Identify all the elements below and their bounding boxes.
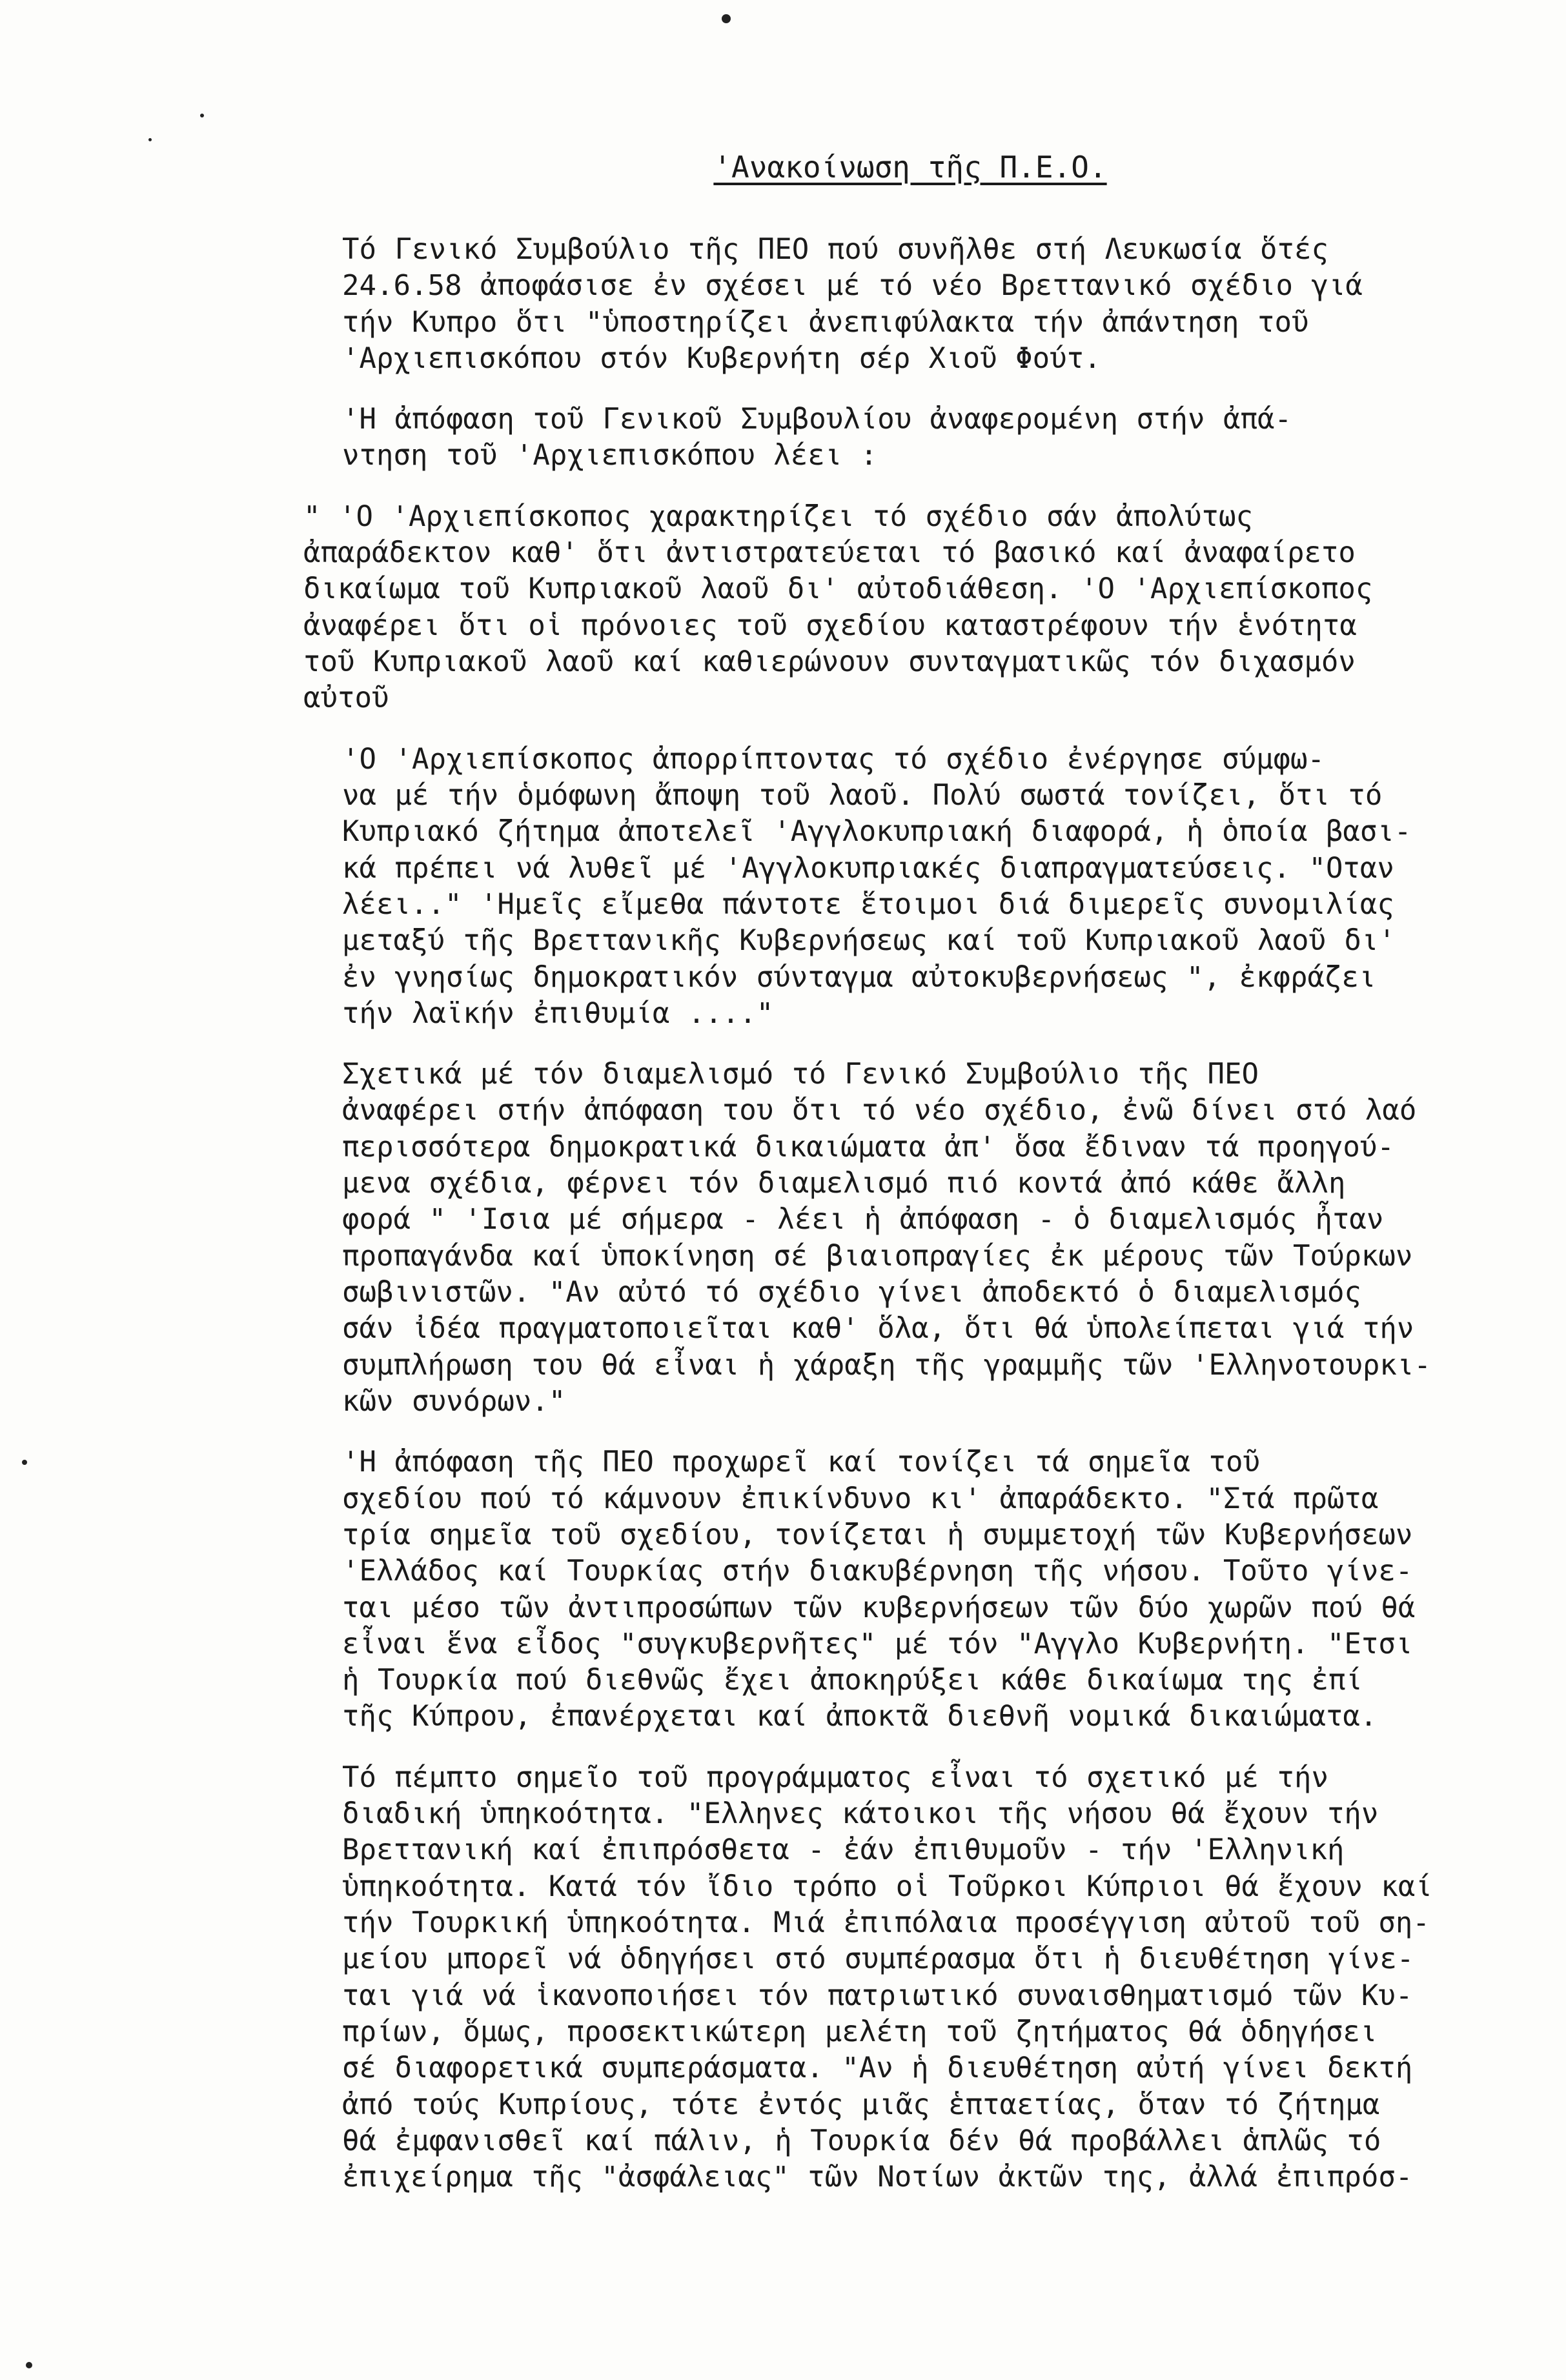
paragraph-4 [239,741,1504,1033]
text-line: αὐτοῦ [303,681,389,715]
text-line: εἶναι ἕνα εἶδος "συγκυβερνῆτες" μέ τόν "Αγγλο Κυβερνήτη. "Ετσι [342,1627,1413,1660]
text-line: ἐν γνησίως δημοκρατικόν σύνταγμα αὐτοκυβερνήσεως ", ἐκφράζει [342,960,1376,994]
document-body [239,148,1504,2221]
text-line: Κυπριακό ζήτημα ἀποτελεῖ 'Αγγλοκυπριακή διαφορά, ἡ ὁποία βασι- [342,815,1412,849]
text-line: προπαγάνδα καί ὑποκίνηση σέ βιαιοπραγίες ἐκ μέρους τῶν Τούρκων [342,1239,1413,1273]
scan-speck [22,1460,27,1465]
text-line: σέ διαφορετικά συμπεράσματα. "Αν ἡ διευθέτηση αὐτή γίνει δεκτή [342,2052,1413,2085]
text-line: τρία σημεῖα τοῦ σχεδίου, τονίζεται ἡ συμμετοχή τῶν Κυβερνήσεων [342,1518,1413,1551]
paragraph-6 [239,1444,1504,1735]
text-line: ὑπηκοότητα. Κατά τόν ἴδιο τρόπο οἱ Τοῦρκοι Κύπριοι θά ἔχουν καί [342,1870,1432,1903]
page-title: 'Ανακοίνωση τῆς Π.Ε.Ο. [713,150,1107,185]
text-line: Τό Γενικό Συμβούλιο τῆς ΠΕΟ πού συνῆλθε στή Λευκωσία ὅτές [342,232,1328,266]
text-line: τῆς Κύπρου, ἐπανέρχεται καί ἀποκτᾶ διεθνῆ νομικά δικαιώματα. [342,1700,1378,1733]
text-line: τήν Τουρκική ὑπηκοότητα. Μιά ἐπιπόλαια προσέγγιση αὐτοῦ τοῦ ση- [342,1906,1430,1939]
text-line: δικαίωμα τοῦ Κυπριακοῦ λαοῦ δι' αὐτοδιάθεση. 'Ο 'Αρχιεπίσκοπος [303,572,1373,606]
text-line: κῶν συνόρων." [342,1384,566,1418]
text-line: 'Ο 'Αρχιεπίσκοπος ἀπορρίπτοντας τό σχέδιο ἐνέργησε σύμφω- [342,742,1325,776]
text-line: περισσότερα δημοκρατικά δικαιώματα ἀπ' ὅσα ἔδιναν τά προηγού- [342,1130,1394,1164]
text-line: Τό πέμπτο σημεῖο τοῦ προγράμματος εἶναι τό σχετικό μέ τήν [342,1760,1328,1794]
text-line: φορά " 'Ισια μέ σήμερα - λέει ἡ ἀπόφαση - ὁ διαμελισμός ἦταν [342,1203,1384,1236]
text-line: 'Αρχιεπισκόπου στόν Κυβερνήτη σέρ Χιοῦ Φούτ. [342,341,1101,375]
text-line: " 'Ο 'Αρχιεπίσκοπος χαρακτηρίζει τό σχέδιο σάν ἀπολύτως [303,499,1253,533]
text-line: θά ἐμφανισθεῖ καί πάλιν, ἡ Τουρκία δέν θά προβάλλει ἁπλῶς τό [342,2124,1381,2157]
scan-speck [26,2362,32,2368]
text-line: 24.6.58 ἀποφάσισε ἐν σχέσει μέ τό νέο Βρεττανικό σχέδιο γιά [342,269,1363,303]
paragraph-5 [239,1056,1504,1420]
text-line: ἀναφέρει ὅτι οἱ πρόνοιες τοῦ σχεδίου καταστρέφουν τήν ἑνότητα [303,609,1357,642]
text-line: ἀπό τούς Κυπρίους, τότε ἐντός μιᾶς ἑπταετίας, ὅταν τό ζήτημα [342,2088,1380,2121]
text-line: ἀναφέρει στήν ἀπόφαση του ὅτι τό νέο σχέδιο, ἐνῶ δίνει στό λαό [342,1094,1417,1127]
text-line: ται γιά νά ἱκανοποιήσει τόν πατριωτικό συναισθηματισμό τῶν Κυ- [342,1979,1413,2012]
text-line: ἡ Τουρκία πού διεθνῶς ἔχει ἀποκηρύξει κάθε δικαίωμα της ἐπί [342,1664,1363,1697]
paragraph-2 [239,401,1504,474]
paragraph-1 [239,232,1504,377]
text-line: συμπλήρωση του θά εἶναι ἡ χάραξη τῆς γραμμῆς τῶν 'Ελληνοτουρκι- [342,1348,1431,1382]
text-line: Σχετικά μέ τόν διαμελισμό τό Γενικό Συμβούλιο τῆς ΠΕΟ [342,1058,1259,1091]
text-line: ντηση τοῦ 'Αρχιεπισκόπου λέει : [342,439,878,472]
text-line: πρίων, ὅμως, προσεκτικώτερη μελέτη τοῦ ζητήματος θά ὁδηγήσει [342,2015,1378,2048]
text-line: τήν Κυπρο ὅτι "ὑποστηρίζει ἀνεπιφύλακτα τήν ἀπάντηση τοῦ [342,305,1309,339]
text-line: να μέ τήν ὁμόφωνη ἄποψη τοῦ λαοῦ. Πολύ σωστά τονίζει, ὅτι τό [342,778,1383,812]
text-line: ἀπαράδεκτον καθ' ὅτι ἀντιστρατεύεται τό βασικό καί ἀναφαίρετο [303,536,1356,570]
text-line: τήν λαϊκήν ἐπιθυμία ...." [342,996,774,1030]
text-line: κά πρέπει νά λυθεῖ μέ 'Αγγλοκυπριακές διαπραγματεύσεις. "Οταν [342,851,1394,885]
scan-speck [722,14,731,23]
paragraph-3 [239,499,1504,717]
text-line: διαδική ὑπηκοότητα. "Ελληνες κάτοικοι τῆς νήσου θά ἔχουν τήν [342,1797,1379,1831]
text-line: ἐπιχείρημα τῆς "ἀσφάλειας" τῶν Νοτίων ἀκτῶν της, ἀλλά ἐπιπρόσ- [342,2161,1413,2194]
text-line: 'Ελλάδος καί Τουρκίας στήν διακυβέρνηση τῆς νήσου. Τοῦτο γίνε- [342,1555,1413,1588]
text-line: λέει.." 'Ημεῖς εἴμεθα πάντοτε ἕτοιμοι διά διμερεῖς συνομιλίας [342,887,1394,921]
text-line: σχεδίου πού τό κάμνουν ἐπικίνδυνο κι' ἀπαράδεκτο. "Στά πρῶτα [342,1482,1379,1515]
text-line: σωβινιστῶν. "Αν αὐτό τό σχέδιο γίνει ἀποδεκτό ὁ διαμελισμός [342,1276,1361,1309]
text-line: μεταξύ τῆς Βρεττανικῆς Κυβερνήσεως καί τοῦ Κυπριακοῦ λαοῦ δι' [342,924,1396,958]
scan-speck [200,114,204,117]
scan-speck [148,138,152,141]
text-line: σάν ἰδέα πραγματοποιεῖται καθ' ὅλα, ὅτι θά ὑπολείπεται γιά τήν [342,1312,1414,1346]
paragraph-7 [239,1760,1504,2196]
text-line: τοῦ Κυπριακοῦ λαοῦ καί καθιερώνουν συνταγματικῶς τόν διχασμόν [303,645,1356,678]
text-line: Βρεττανική καί ἐπιπρόσθετα - ἐάν ἐπιθυμοῦν - τήν 'Ελληνική [342,1833,1345,1867]
text-line: μείου μπορεῖ νά ὁδηγήσει στό συμπέρασμα ὅτι ἡ διευθέτηση γίνε- [342,1942,1414,1976]
text-line: μενα σχέδια, φέρνει τόν διαμελισμό πιό κοντά ἀπό κάθε ἄλλη [342,1167,1346,1200]
text-line: 'Η ἀπόφαση τῆς ΠΕΟ προχωρεῖ καί τονίζει τά σημεῖα τοῦ [342,1446,1260,1479]
text-line: 'Η ἀπόφαση τοῦ Γενικοῦ Συμβουλίου ἀναφερομένη στήν ἀπά- [342,403,1292,436]
text-line: ται μέσο τῶν ἀντιπροσώπων τῶν κυβερνήσεων τῶν δύο χωρῶν πού θά [342,1591,1416,1624]
